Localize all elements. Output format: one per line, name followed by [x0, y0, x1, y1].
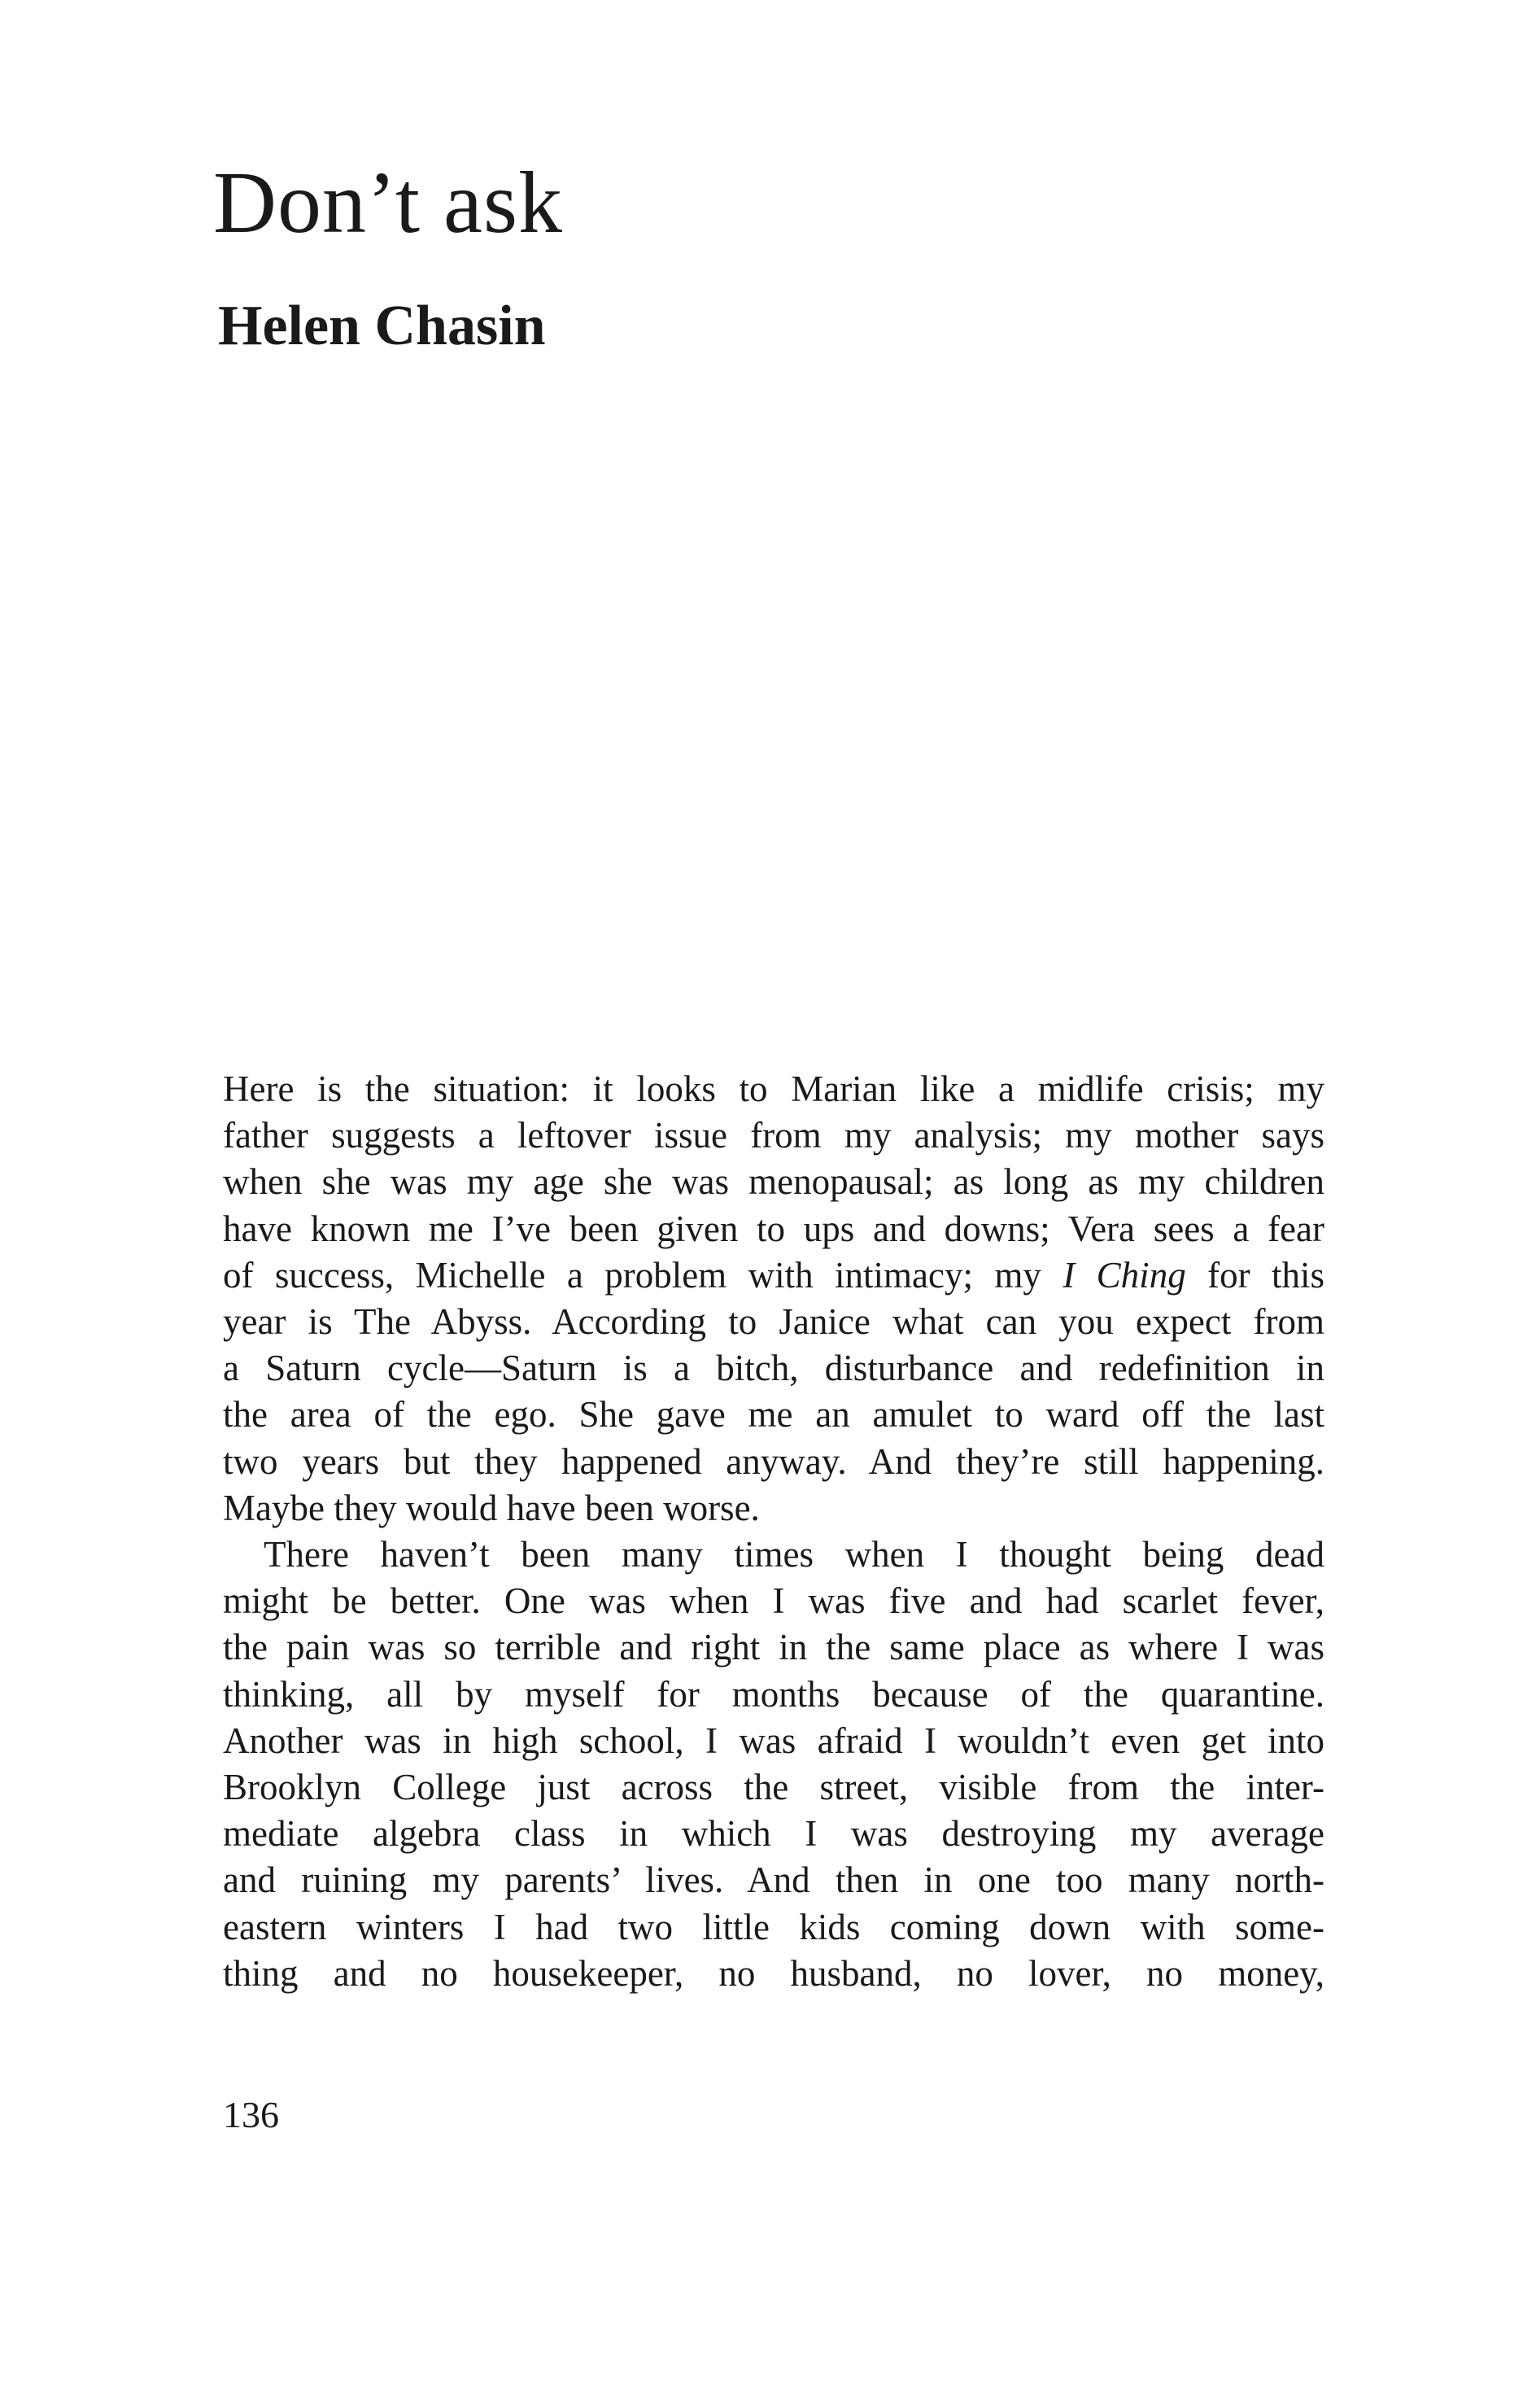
text-line: a Saturn cycle—Saturn is a bitch, disturbance and redefinition in: [223, 1348, 1324, 1389]
text-line: There haven’t been many times when I thought being dead: [264, 1534, 1324, 1575]
text-line: Maybe they would have been worse.: [223, 1487, 760, 1528]
text-line: thing and no housekeeper, no husband, no lover, no money,: [223, 1952, 1324, 1994]
text-line: the area of the ego. She gave me an amulet to ward off the last: [223, 1394, 1324, 1436]
text-line: year is The Abyss. According to Janice what can you expect from: [223, 1301, 1324, 1343]
page-number: 136: [223, 2094, 279, 2135]
text-line: eastern winters I had two little kids coming down with some-: [223, 1906, 1324, 1947]
text-line: and ruining my parents’ lives. And then in one too many north-: [223, 1860, 1324, 1901]
paragraph-1: [223, 1066, 1324, 1532]
text-line: father suggests a leftover issue from my analysis; my mother says: [223, 1115, 1324, 1156]
text-line: Another was in high school, I was afraid I wouldn’t even get into: [223, 1720, 1324, 1761]
author-name: Helen Chasin: [218, 295, 546, 357]
text-line: mediate algebra class in which I was destroying my average: [223, 1813, 1324, 1855]
text-line: Brooklyn College just across the street, visible from the inter-: [223, 1767, 1324, 1808]
paragraph-2: [223, 1532, 1324, 1997]
chapter-title: Don’t ask: [213, 155, 563, 251]
text-line: have known me I’ve been given to ups and downs; Vera sees a fear: [223, 1208, 1324, 1249]
text-line: might be better. One was when I was five and had scarlet fever,: [223, 1580, 1324, 1622]
text-line: two years but they happened anyway. And they’re still happening.: [223, 1440, 1324, 1482]
text-line: thinking, all by myself for months because of the quarantine.: [223, 1673, 1324, 1715]
text-line: Here is the situation: it looks to Marian like a midlife crisis; my: [223, 1069, 1324, 1109]
text-line: of success, Michelle a problem with intimacy; my I Ching for this: [223, 1254, 1324, 1296]
book-title-italic: I Ching: [1063, 1254, 1186, 1296]
body-text: [223, 1066, 1324, 1997]
text-line: when she was my age she was menopausal; as long as my children: [223, 1161, 1324, 1203]
text-line: the pain was so terrible and right in the same place as where I was: [223, 1627, 1324, 1668]
